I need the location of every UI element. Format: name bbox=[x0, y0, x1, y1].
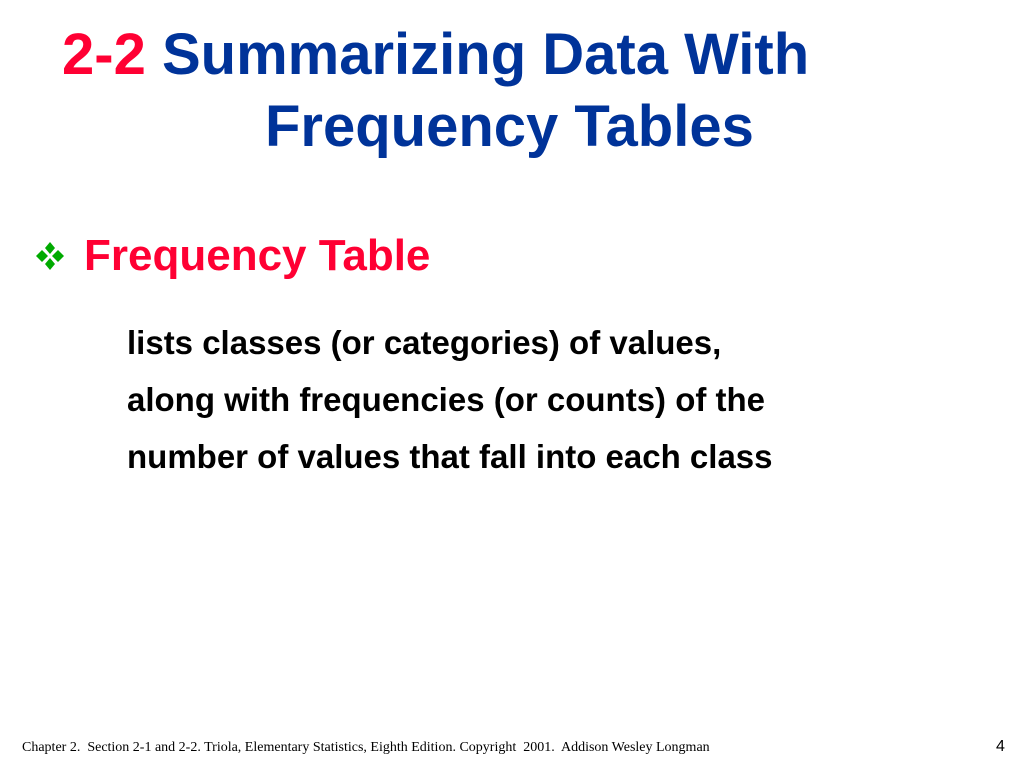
title-line-2: Frequency Tables bbox=[265, 94, 754, 159]
slide-title bbox=[62, 22, 809, 88]
definition-text bbox=[127, 314, 773, 485]
footer-citation: Chapter 2. Section 2-1 and 2-2. Triola, Elementary Statistics, Eighth Edition. Copyright 2001. Addison Wesley Longman bbox=[22, 740, 710, 755]
title-line-1: Summarizing Data With bbox=[161, 22, 810, 87]
definition-line: along with frequencies (or counts) of the bbox=[127, 381, 766, 418]
bullet-heading: Frequency Table bbox=[84, 231, 431, 280]
page-number: 4 bbox=[996, 738, 1005, 755]
section-number: 2-2 bbox=[62, 22, 146, 87]
definition-line: lists classes (or categories) of values, bbox=[127, 324, 722, 361]
definition-line: number of values that fall into each class bbox=[127, 438, 773, 475]
four-diamond-bullet-icon bbox=[30, 236, 70, 276]
bullet-item bbox=[30, 228, 430, 284]
